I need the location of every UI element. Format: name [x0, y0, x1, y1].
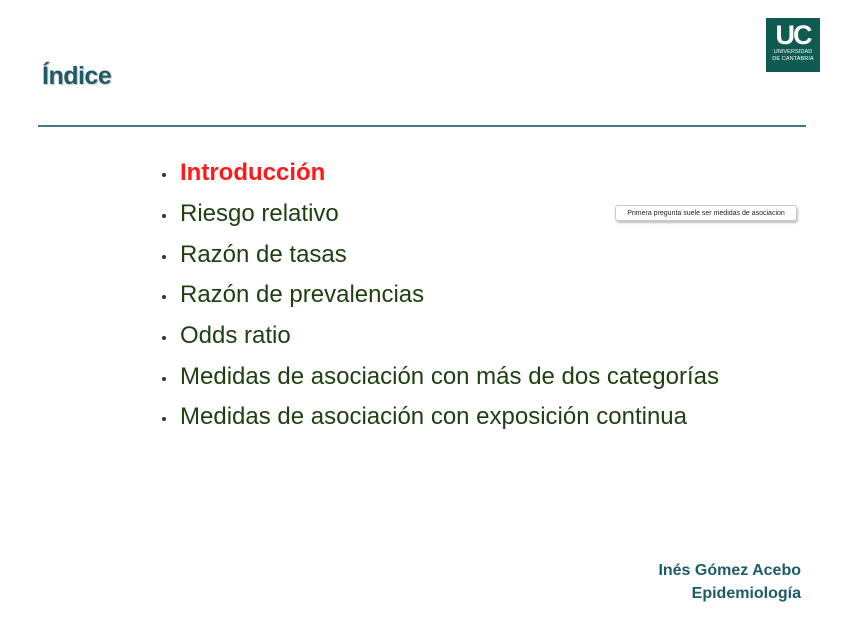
bullet-dot-icon — [162, 336, 166, 340]
list-item-label: Medidas de asociación con más de dos categorías — [180, 362, 719, 390]
list-item-label: Riesgo relativo — [180, 200, 339, 228]
bullet-dot-icon — [162, 377, 166, 381]
list-item-medidas-categorias — [162, 356, 719, 397]
footer-subject: Epidemiología — [691, 585, 801, 602]
title-divider — [38, 125, 806, 127]
bullet-dot-icon — [162, 214, 166, 218]
list-item-razon-de-prevalencias — [162, 275, 719, 316]
logo-mark: UC — [775, 20, 811, 50]
bullet-dot-icon — [162, 173, 166, 177]
footer-author: Inés Gómez Acebo — [658, 562, 801, 579]
list-item-razon-de-tasas — [162, 234, 719, 275]
footer — [658, 559, 801, 605]
bullet-dot-icon — [162, 417, 166, 421]
bullet-dot-icon — [162, 255, 166, 259]
list-item-label: Introducción — [180, 159, 326, 187]
list-item-label: Razón de prevalencias — [180, 281, 425, 309]
list-item-label: Odds ratio — [180, 322, 291, 350]
list-item-label: Razón de tasas — [180, 240, 347, 268]
slide-title: Índice — [42, 62, 112, 90]
logo-line-1: UNIVERSIDAD — [773, 49, 813, 55]
comment-note[interactable]: Primera pregunta suele ser medidas de asociacion — [615, 205, 797, 221]
logo-line-2: DE CANTABRIA — [772, 56, 814, 62]
university-logo — [766, 18, 820, 72]
bullet-dot-icon — [162, 295, 166, 299]
list-item-odds-ratio — [162, 316, 719, 357]
list-item-medidas-continua — [162, 397, 719, 438]
index-list — [162, 153, 719, 438]
list-item-label: Medidas de asociación con exposición continua — [180, 403, 687, 431]
list-item-introduccion — [162, 153, 719, 194]
